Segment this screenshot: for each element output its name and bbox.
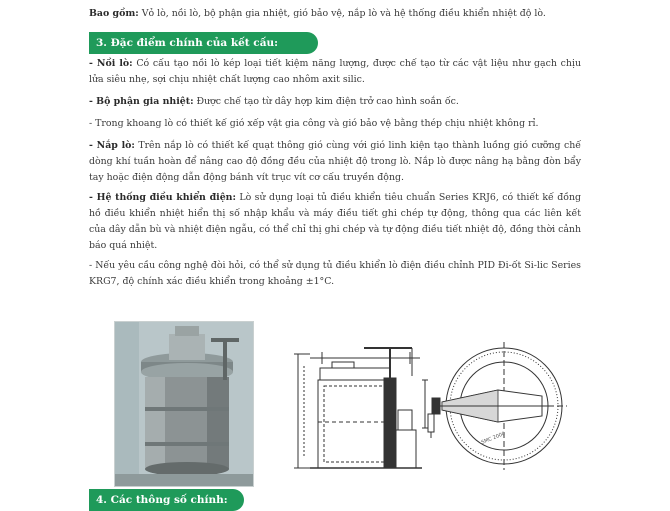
chamber-text: - Trong khoang lò có thiết kế gió xếp vật gia công và gió bảo vệ bằng thép chịu nhiệt không rỉ. xyxy=(89,118,539,129)
furnace-pot-paragraph xyxy=(89,56,581,88)
lid-paragraph xyxy=(89,138,581,186)
lid-label: - Nắp lò: xyxy=(89,140,135,151)
pid-paragraph xyxy=(89,258,581,290)
control-system-paragraph xyxy=(89,190,581,254)
heating-element-label: - Bộ phận gia nhiệt: xyxy=(89,96,194,107)
furnace-pot-text: Có cấu tạo nồi lò kép loại tiết kiệm năng lượng, được chế tạo từ các vật liệu như gạch chịu lửa siêu nhẹ, sợi chịu nhiệt chất lượng cao nhôm axit silic. xyxy=(89,58,581,85)
heating-element-paragraph xyxy=(89,94,581,110)
intro-text: Vỏ lò, nồi lò, bộ phận gia nhiệt, gió bảo vệ, nắp lò và hệ thống điều khiển nhiệt độ lò. xyxy=(138,8,546,19)
control-system-label: - Hệ thống điều khiển điện: xyxy=(89,192,236,203)
furnace-pot-label: - Nồi lò: xyxy=(89,58,133,69)
chamber-paragraph xyxy=(89,116,581,132)
control-system-text: Lò sử dụng loại tủ điều khiển tiêu chuẩn Series KRJ6, có thiết kế đồng hồ điều khiển nhiệt hiển thị số nhập khẩu và máy điều tiết ghi chép tự động, thông qua các liên kết của dây dẫn bù và nhiệt điện ngẫu, có thể chỉ thị ghi chép và tự động điều tiết nhiệt độ, đồng thời cảnh báo quá nhiệt. xyxy=(89,192,582,251)
drawing-label: SMC 2000 xyxy=(480,430,507,446)
intro-label: Bao gồm: xyxy=(89,8,139,19)
furnace-photo-illustration xyxy=(115,322,253,486)
section-4-heading: 4. Các thông số chính: xyxy=(89,489,244,511)
furnace-photo xyxy=(114,321,254,487)
section-3-heading: 3. Đặc điểm chính của kết cấu: xyxy=(89,32,318,54)
furnace-technical-drawing xyxy=(292,318,567,483)
lid-text: Trên nắp lò có thiết kế quạt thông gió cùng với gió linh kiện tạo thành luồng gió cưỡng chế dòng khí tuần hoàn để nâng cao độ đồng đều của nhiệt độ trong lò. Nắp lò được nâng hạ bằng đòn bẩy tay hoặc điện động dẫn động bánh vít trục vít cơ cấu truyền động. xyxy=(89,140,581,183)
heating-element-text: Được chế tạo từ dây hợp kim điện trở cao hình soắn ốc. xyxy=(193,96,459,107)
pid-text: - Nếu yêu cầu công nghệ đòi hỏi, có thể sử dụng tủ điều khiển lò điện điều chỉnh PID Đi-ốt Si-lic Series KRG7, độ chính xác điều khiển trong khoảng ±1°C. xyxy=(89,260,581,287)
intro-paragraph xyxy=(89,6,581,22)
